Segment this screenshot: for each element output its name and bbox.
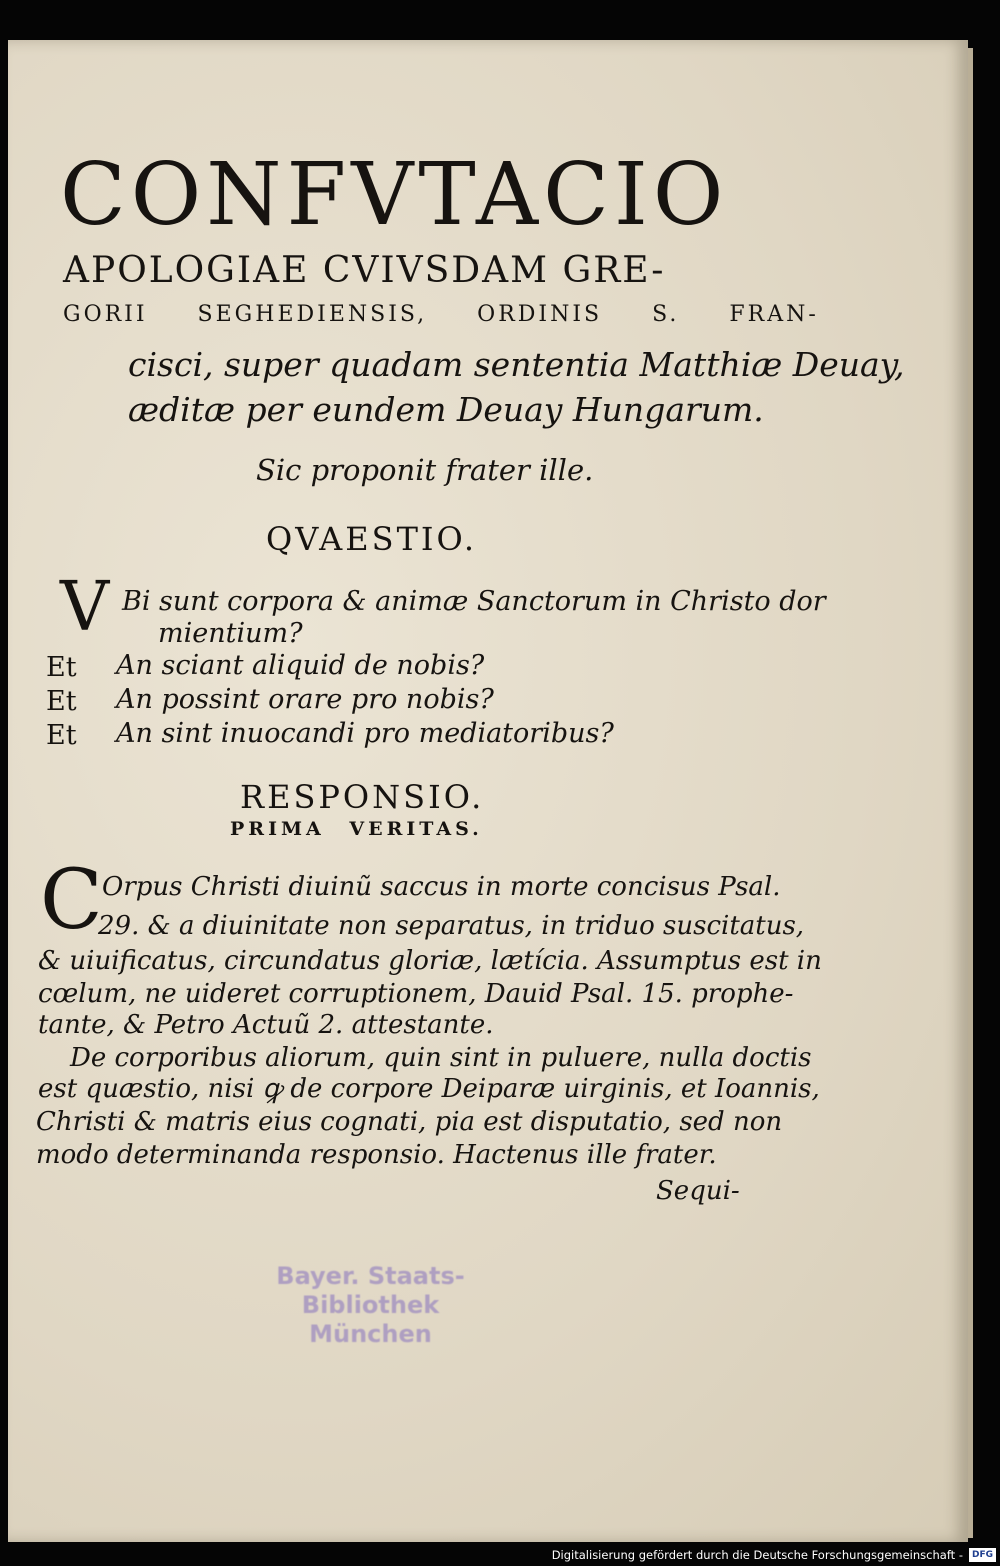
question-prefix: Et xyxy=(46,720,77,751)
intro-line: Sic proponit frater ille. xyxy=(256,453,594,487)
body-line: est quæstio, nisi ꝙ de corpore Deiparæ uirginis, et Ioannis, xyxy=(38,1074,820,1104)
question-prefix: Et xyxy=(46,686,77,717)
body-line: & uiuificatus, circundatus gloriæ, lætícia. Assumptus est in xyxy=(38,946,822,976)
question-line-1: Bi sunt corpora & animæ Sanctorum in Christo dor xyxy=(122,586,826,617)
subtitle-line-3: cisci, super quadam sententia Matthiæ Deuay, xyxy=(128,345,905,384)
body-line: 29. & a diuinitate non separatus, in triduo suscitatus, xyxy=(98,911,805,941)
question-item: An sciant aliquid de nobis? xyxy=(116,650,485,681)
subtitle-line-2: GORII SEGHEDIENSIS, ORDINIS S. FRAN- xyxy=(63,302,819,327)
quaestio-heading: QVAESTIO. xyxy=(266,520,478,558)
page-title: CONFVTACIO xyxy=(60,145,729,245)
question-prefix: Et xyxy=(46,652,77,683)
dfg-logo: DFG xyxy=(969,1548,996,1562)
stamp-line: Bibliothek xyxy=(301,1290,440,1319)
subtitle-line-4: æditæ per eundem Deuay Hungarum. xyxy=(128,390,764,429)
responsio-heading: RESPONSIO. xyxy=(240,778,485,816)
body-line: modo determinanda responsio. Hactenus ille frater. xyxy=(36,1140,717,1170)
stamp-line: München xyxy=(309,1319,432,1348)
stamp-line: Bayer. Staats- xyxy=(276,1262,465,1290)
library-stamp xyxy=(258,1262,483,1372)
question-item: An sint inuocandi pro mediatoribus? xyxy=(116,718,614,749)
catchword: Sequi- xyxy=(656,1176,740,1206)
body-line: Christi & matris eius cognati, pia est disputatio, sed non xyxy=(36,1107,783,1137)
funding-notice: Digitalisierung gefördert durch die Deutsche Forschungsgemeinschaft - xyxy=(551,1548,963,1562)
drop-initial-c: C xyxy=(40,853,103,948)
drop-initial-v: V xyxy=(60,568,110,647)
question-item: An possint orare pro nobis? xyxy=(116,684,494,715)
body-line: De corporibus aliorum, quin sint in puluere, nulla doctis xyxy=(70,1043,812,1073)
prima-veritas-heading: PRIMA VERITAS. xyxy=(230,818,483,840)
subtitle-line-1: APOLOGIAE CVIVSDAM GRE- xyxy=(63,250,666,291)
body-line: Orpus Christi diuinũ saccus in morte concisus Psal. xyxy=(102,872,781,902)
footer-bar xyxy=(552,1544,1000,1566)
body-line: tante, & Petro Actuũ 2. attestante. xyxy=(38,1010,494,1040)
body-line: cœlum, ne uideret corruptionem, Dauid Psal. 15. prophe- xyxy=(38,979,794,1009)
page-edge xyxy=(968,48,973,1538)
question-line-1b: mientium? xyxy=(158,618,303,649)
